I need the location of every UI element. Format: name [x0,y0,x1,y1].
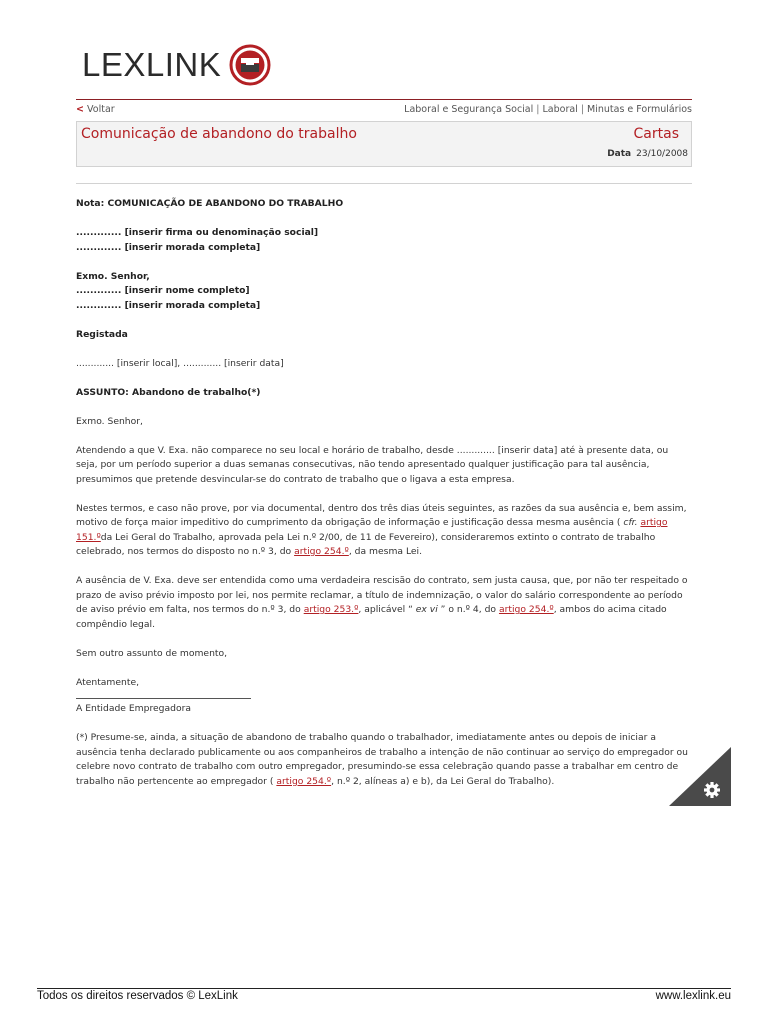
text-run: A ausência de V. Exa. deve ser entendida como uma verdadeira rescisão do contrato, sem justa causa, que, por não ter respeitado o prazo de aviso prévio imposto por lei, nos permite reclamar, a título de indemnização, o valor do salário correspondente ao período de aviso prévio em falta, nos termos do n.º 3, do [76,575,688,615]
paragraph-2 [76,502,692,560]
text-run: da Lei Geral do Trabalho, aprovada pela Lei n.º 2/00, de 11 de Fevereiro), consideraremos extinto o contrato de trabalho celebrado, nos termos do disposto no n.º 3, do [76,531,656,557]
logo[interactable] [82,44,271,86]
text-run: (*) Presume-se, ainda, a situação de abandono de trabalho quando o trabalhador, imediatamente antes ou depois de iniciar a ausência tenha declarado publicamente ou aos companheiros de trabalho a intenção de não continuar ao serviço do empregador ou celebre novo contrato de trabalho com outro empregador, presumindo-se essa celebração quando passe a trabalhar em centro de trabalho não pertencente ao empregador ( [76,732,688,787]
footnote [76,731,692,789]
text-run: , n.º 2, alíneas a) e b), da Lei Geral do Trabalho). [331,775,555,787]
recipient-salutation: Exmo. Senhor, [76,270,150,282]
paragraph-3 [76,574,692,632]
sender-name: ............. [inserir firma ou denominação social] [76,227,319,238]
back-link[interactable] [76,104,115,115]
text-run: ” o n.º 4, do [437,604,499,615]
document-body [76,197,692,804]
text-run: ex vi [415,604,438,615]
document-type: Cartas [633,126,679,142]
text-run: , ambos do acima citado compêndio legal. [76,604,667,630]
breadcrumb-item[interactable]: Minutas e Formulários [587,104,692,115]
law-link-artigo-253[interactable]: artigo 253.º [303,604,359,615]
footer-divider [37,988,731,989]
back-label: Voltar [87,104,115,115]
sender-address: ............. [inserir morada completa] [76,241,261,253]
law-link-artigo-254[interactable]: artigo 254.º [498,604,554,615]
date-value: 23/10/2008 [636,149,688,159]
document-header [76,121,692,167]
document-date [607,149,688,159]
settings-corner-button[interactable] [669,747,731,806]
salutation: Exmo. Senhor, [76,415,143,427]
place-date: ............. [inserir local], ............. [inserir data] [76,357,284,369]
text-run: , aplicável “ [358,604,416,615]
signature-line [76,698,251,699]
copyright-text: Todos os direitos reservados © LexLink [37,990,238,1002]
breadcrumb-separator: | [580,104,585,115]
signature-name: A Entidade Empregadora [76,703,191,714]
recipient-name: ............. [inserir nome completo] [76,285,250,296]
back-arrow-icon: < [76,104,84,115]
content-divider [76,183,692,184]
law-link-artigo-254[interactable]: artigo 254.º [276,775,332,787]
gear-icon [704,782,720,798]
logo-text: LEXLINK [82,46,222,83]
lexlink-logo-icon [229,44,271,86]
breadcrumb [404,104,692,115]
page-title: Comunicação de abandono do trabalho [81,126,357,142]
breadcrumb-item[interactable]: Laboral [542,104,578,115]
law-link-artigo-151[interactable]: artigo 151.º [76,517,668,543]
website-link[interactable]: www.lexlink.eu [655,990,731,1002]
nota-heading: Nota: COMUNICAÇÃO DE ABANDONO DO TRABALHO [76,198,344,209]
header-divider [76,99,692,100]
breadcrumb-item[interactable]: Laboral e Segurança Social [404,104,534,115]
paragraph-1: Atendendo a que V. Exa. não comparece no seu local e horário de trabalho, desde ............. [inserir data] até à presente data, ou seja, por um período superior a duas semanas consecutivas, não tendo apresentado qualquer justificação para tal ausência, presumimos que pretende desvincular-se do contrato de trabalho que o ligava a esta empresa. [76,444,669,485]
breadcrumb-separator: | [536,104,540,115]
date-label: Data [607,149,632,159]
closing-sign-off: Atentamente, [76,676,140,688]
closing-line: Sem outro assunto de momento, [76,647,228,659]
law-link-artigo-254[interactable]: artigo 254.º [294,546,349,557]
text-run: cfr. [623,517,638,528]
assunto-line: ASSUNTO: Abandono de trabalho(*) [76,386,261,398]
recipient-address: ............. [inserir morada completa] [76,299,261,311]
text-run: , da mesma Lei. [348,546,423,557]
registada-label: Registada [76,328,128,340]
text-run: Nestes termos, e caso não prove, por via documental, dentro dos três dias úteis seguintes, as razões da sua ausência e, bem assim, motivo de força maior impeditivo do cumprimento da obrigação de informação e justificação dessa mesma ausência ( [76,502,687,528]
